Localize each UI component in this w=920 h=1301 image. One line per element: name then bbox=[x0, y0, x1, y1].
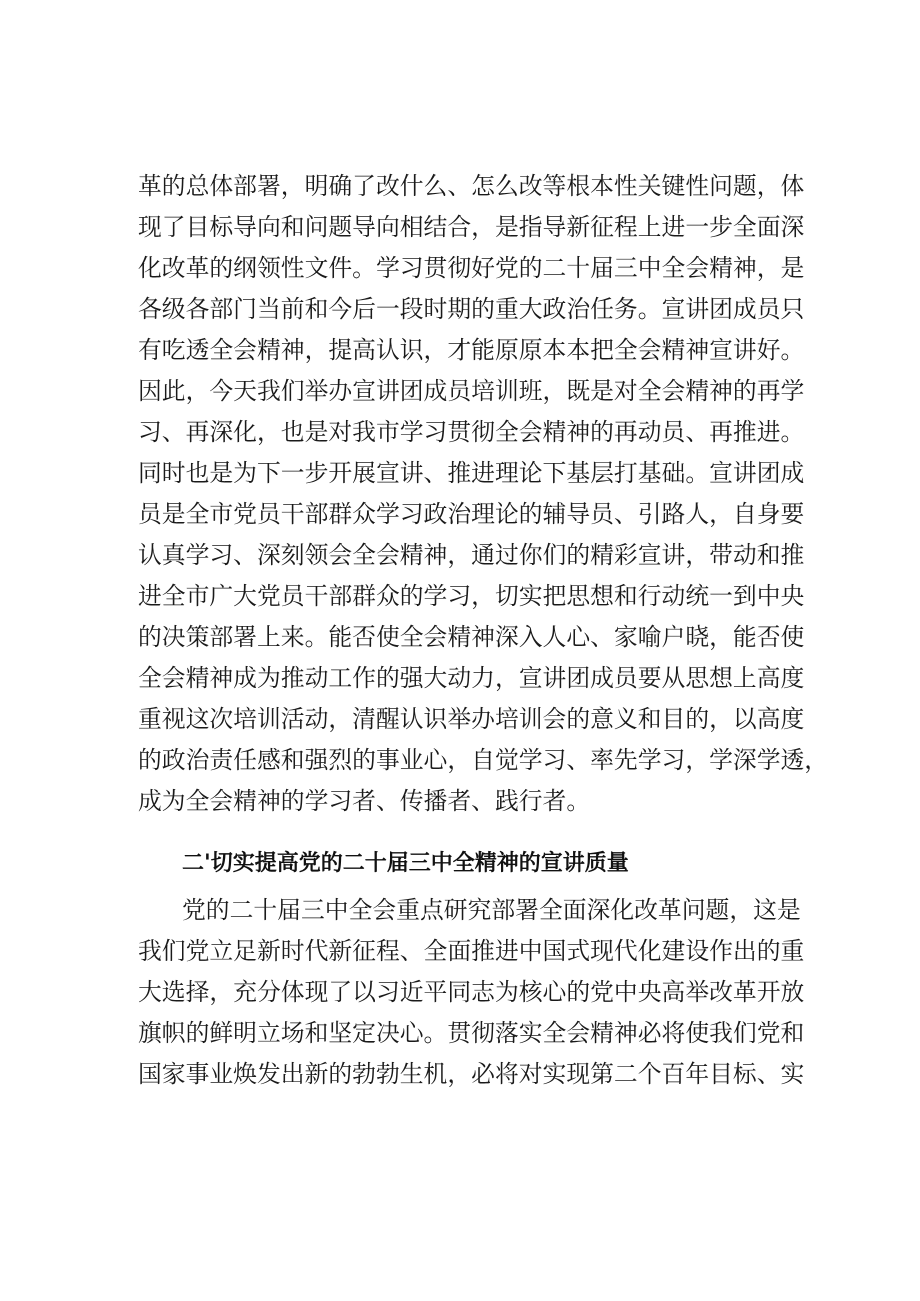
document-body bbox=[138, 166, 829, 1095]
paragraph-line: 党的二十届三中全会重点研究部署全面深化改革问题，这是 bbox=[182, 896, 801, 924]
paragraph-line: 各级各部门当前和今后一段时期的重大政治任务。宣讲团成员只 bbox=[138, 295, 805, 323]
paragraph-line: 因此，今天我们举办宣讲团成员培训班，既是对全会精神的再学 bbox=[138, 377, 805, 405]
paragraph-line: 重视这次培训活动，清醒认识举办培训会的意义和目的，以高度 bbox=[138, 705, 805, 733]
paragraph-line: 革的总体部署，明确了改什么、怎么改等根本性关键性问题，体 bbox=[138, 172, 805, 200]
paragraph-line: 全会精神成为推动工作的强大动力，宣讲团成员要从思想上高度 bbox=[138, 664, 805, 692]
paragraph-line: 国家事业焕发出新的勃勃生机，必将对实现第二个百年目标、实 bbox=[138, 1060, 805, 1088]
paragraph-1 bbox=[138, 166, 829, 822]
paragraph-line: 员是全市党员干部群众学习政治理论的辅导员、引路人，自身要 bbox=[138, 500, 805, 528]
paragraph-line: 同时也是为下一步开展宣讲、推进理论下基层打基础。宣讲团成 bbox=[138, 459, 805, 487]
paragraph-line: 习、再深化，也是对我市学习贯彻全会精神的再动员、再推进。 bbox=[138, 418, 805, 446]
paragraph-line: 现了目标导向和问题导向相结合，是指导新征程上进一步全面深 bbox=[138, 213, 805, 241]
paragraph-line: 大选择，充分体现了以习近平同志为核心的党中央高举改革开放 bbox=[138, 978, 805, 1006]
paragraph-line: 我们党立足新时代新征程、全面推进中国式现代化建设作出的重 bbox=[138, 937, 805, 965]
paragraph-line: 的决策部署上来。能否使全会精神深入人心、家喻户晓，能否使 bbox=[138, 623, 805, 651]
paragraph-line: 旗帜的鲜明立场和坚定决心。贯彻落实全会精神必将使我们党和 bbox=[138, 1019, 805, 1047]
paragraph-line: 化改革的纲领性文件。学习贯彻好党的二十届三中全会精神，是 bbox=[138, 254, 805, 282]
paragraph-line: 成为全会精神的学习者、传播者、践行者。 bbox=[138, 787, 591, 815]
section-heading: 二'切实提高党的二十届三中全精神的宣讲质量 bbox=[182, 851, 629, 876]
paragraph-line: 认真学习、深刻领会全会精神，通过你们的精彩宣讲，带动和推 bbox=[138, 541, 805, 569]
paragraph-2 bbox=[138, 890, 805, 1095]
paragraph-line: 有吃透全会精神，提高认识，才能原原本本把全会精神宣讲好。 bbox=[138, 336, 805, 364]
paragraph-line: 进全市广大党员干部群众的学习，切实把思想和行动统一到中央 bbox=[138, 582, 805, 610]
paragraph-line: 的政治责任感和强烈的事业心，自觉学习、率先学习，学深学透， bbox=[138, 746, 829, 774]
